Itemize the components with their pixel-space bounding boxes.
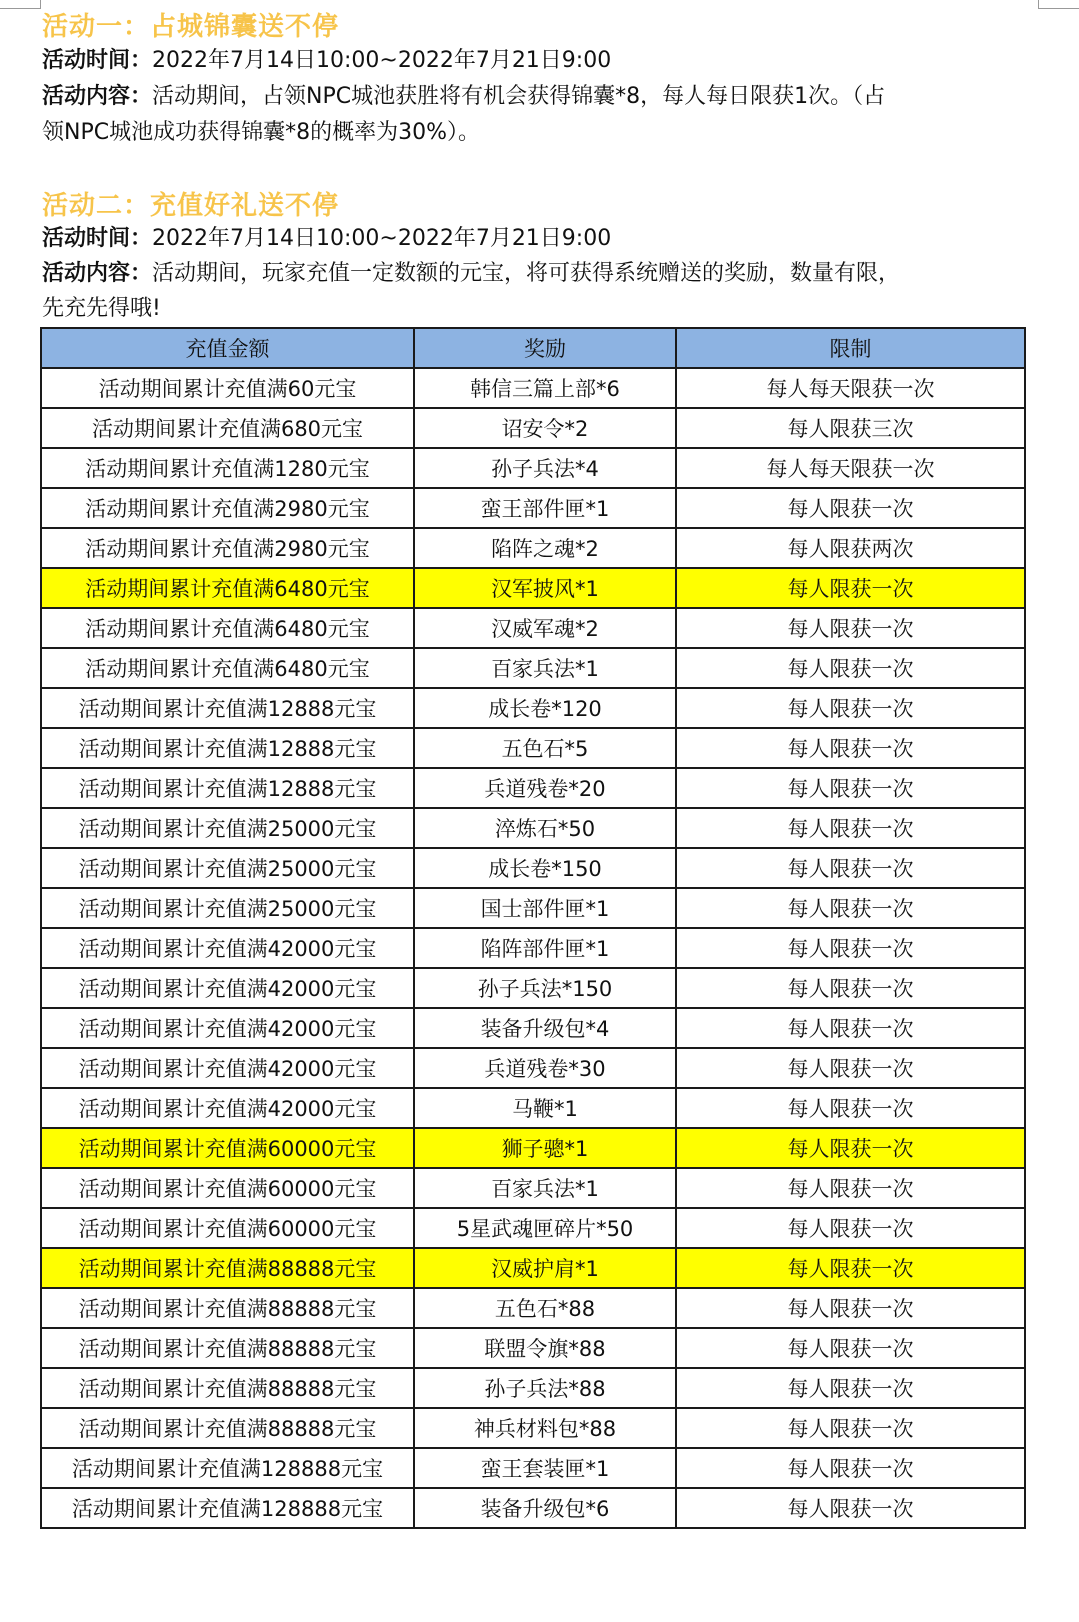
cell-reward: 5星武魂匣碎片*50: [414, 1208, 676, 1248]
cell-limit: 每人限获一次: [676, 728, 1025, 768]
cell-amount: 活动期间累计充值满42000元宝: [41, 968, 414, 1008]
table-row: [41, 1008, 1025, 1048]
cell-limit: 每人限获一次: [676, 568, 1025, 608]
cell-reward: 五色石*88: [414, 1288, 676, 1328]
table-row: [41, 688, 1025, 728]
cell-reward: 孙子兵法*4: [414, 448, 676, 488]
table-row: [41, 448, 1025, 488]
cell-amount: 活动期间累计充值满6480元宝: [41, 648, 414, 688]
cell-reward: 汉威护肩*1: [414, 1248, 676, 1288]
cell-limit: 每人限获一次: [676, 648, 1025, 688]
reward-table: [40, 327, 1026, 1529]
section1-content: [42, 79, 992, 115]
cell-limit: 每人限获一次: [676, 488, 1025, 528]
cell-limit: 每人限获一次: [676, 688, 1025, 728]
table-row: [41, 928, 1025, 968]
cell-amount: 活动期间累计充值满128888元宝: [41, 1488, 414, 1528]
cell-amount: 活动期间累计充值满42000元宝: [41, 1048, 414, 1088]
cell-limit: 每人限获一次: [676, 1248, 1025, 1288]
table-row: [41, 648, 1025, 688]
cell-limit: 每人限获一次: [676, 1488, 1025, 1528]
cell-limit: 每人限获一次: [676, 768, 1025, 808]
cell-reward: 陷阵部件匣*1: [414, 928, 676, 968]
header-limit: 限制: [676, 328, 1025, 368]
table-row: [41, 1288, 1025, 1328]
table-row: [41, 1168, 1025, 1208]
cell-reward: 汉军披风*1: [414, 568, 676, 608]
cell-reward: 狮子骢*1: [414, 1128, 676, 1168]
table-row: [41, 1208, 1025, 1248]
cell-reward: 装备升级包*6: [414, 1488, 676, 1528]
cell-amount: 活动期间累计充值满88888元宝: [41, 1328, 414, 1368]
cell-amount: 活动期间累计充值满12888元宝: [41, 688, 414, 728]
cell-amount: 活动期间累计充值满25000元宝: [41, 808, 414, 848]
table-row: [41, 408, 1025, 448]
section1-time: [42, 43, 992, 79]
cell-amount: 活动期间累计充值满42000元宝: [41, 1008, 414, 1048]
table-row: [41, 488, 1025, 528]
cell-amount: 活动期间累计充值满25000元宝: [41, 888, 414, 928]
cell-limit: 每人限获一次: [676, 888, 1025, 928]
table-row: [41, 728, 1025, 768]
cell-amount: 活动期间累计充值满60000元宝: [41, 1208, 414, 1248]
section1-content-cont: 领NPC城池成功获得锦囊*8的概率为30%）。: [42, 120, 480, 145]
cell-limit: 每人每天限获一次: [676, 448, 1025, 488]
cell-reward: 国士部件匣*1: [414, 888, 676, 928]
table-row: [41, 1448, 1025, 1488]
cell-reward: 百家兵法*1: [414, 1168, 676, 1208]
section1-time-label: 活动时间：: [42, 48, 153, 73]
table-row: [41, 888, 1025, 928]
cell-limit: 每人每天限获一次: [676, 368, 1025, 408]
cell-amount: 活动期间累计充值满88888元宝: [41, 1248, 414, 1288]
cell-reward: 淬炼石*50: [414, 808, 676, 848]
cell-limit: 每人限获一次: [676, 1128, 1025, 1168]
cell-amount: 活动期间累计充值满88888元宝: [41, 1368, 414, 1408]
cell-limit: 每人限获一次: [676, 1088, 1025, 1128]
table-row: [41, 1048, 1025, 1088]
table-row: [41, 808, 1025, 848]
cell-amount: 活动期间累计充值满2980元宝: [41, 488, 414, 528]
table-header-row: [41, 328, 1025, 368]
table-row: [41, 1088, 1025, 1128]
cell-reward: 装备升级包*4: [414, 1008, 676, 1048]
table-row: [41, 1248, 1025, 1288]
cell-reward: 马鞭*1: [414, 1088, 676, 1128]
section2-title: 活动二：充值好礼送不停: [42, 191, 340, 221]
cell-amount: 活动期间累计充值满88888元宝: [41, 1288, 414, 1328]
cell-limit: 每人限获一次: [676, 1408, 1025, 1448]
cell-amount: 活动期间累计充值满2980元宝: [41, 528, 414, 568]
cell-reward: 兵道残卷*30: [414, 1048, 676, 1088]
cell-amount: 活动期间累计充值满1280元宝: [41, 448, 414, 488]
section1-content-label: 活动内容：: [42, 84, 153, 109]
cell-amount: 活动期间累计充值满60000元宝: [41, 1168, 414, 1208]
cell-amount: 活动期间累计充值满12888元宝: [41, 768, 414, 808]
table-row: [41, 1328, 1025, 1368]
cell-reward: 神兵材料包*88: [414, 1408, 676, 1448]
cell-amount: 活动期间累计充值满42000元宝: [41, 1088, 414, 1128]
cell-limit: 每人限获一次: [676, 968, 1025, 1008]
table-row: [41, 1128, 1025, 1168]
table-body: [41, 368, 1025, 1528]
table-row: [41, 968, 1025, 1008]
cell-reward: 成长卷*120: [414, 688, 676, 728]
table-row: [41, 368, 1025, 408]
page-corner-mark-left: [0, 0, 41, 9]
cell-amount: 活动期间累计充值满88888元宝: [41, 1408, 414, 1448]
cell-amount: 活动期间累计充值满680元宝: [41, 408, 414, 448]
cell-reward: 孙子兵法*88: [414, 1368, 676, 1408]
cell-limit: 每人限获一次: [676, 1008, 1025, 1048]
cell-amount: 活动期间累计充值满12888元宝: [41, 728, 414, 768]
cell-reward: 韩信三篇上部*6: [414, 368, 676, 408]
cell-limit: 每人限获一次: [676, 1448, 1025, 1488]
cell-limit: 每人限获一次: [676, 1048, 1025, 1088]
cell-reward: 联盟令旗*88: [414, 1328, 676, 1368]
section2-content-label: 活动内容：: [42, 261, 153, 286]
cell-limit: 每人限获一次: [676, 1208, 1025, 1248]
page-corner-mark-right: [1038, 0, 1079, 9]
cell-amount: 活动期间累计充值满60元宝: [41, 368, 414, 408]
cell-reward: 陷阵之魂*2: [414, 528, 676, 568]
header-reward: 奖励: [414, 328, 676, 368]
cell-reward: 蛮王套装匣*1: [414, 1448, 676, 1488]
table-row: [41, 1488, 1025, 1528]
cell-reward: 蛮王部件匣*1: [414, 488, 676, 528]
table-row: [41, 1408, 1025, 1448]
section1-time-value: 2022年7月14日10:00~2022年7月21日9:00: [152, 48, 612, 73]
table-row: [41, 848, 1025, 888]
cell-limit: 每人限获一次: [676, 1328, 1025, 1368]
cell-amount: 活动期间累计充值满60000元宝: [41, 1128, 414, 1168]
section1-title: 活动一：占城锦囊送不停: [42, 12, 340, 42]
cell-limit: 每人限获一次: [676, 1288, 1025, 1328]
table-row: [41, 568, 1025, 608]
table-row: [41, 528, 1025, 568]
cell-limit: 每人限获一次: [676, 1368, 1025, 1408]
header-amount: 充值金额: [41, 328, 414, 368]
table-row: [41, 768, 1025, 808]
cell-amount: 活动期间累计充值满25000元宝: [41, 848, 414, 888]
cell-limit: 每人限获一次: [676, 608, 1025, 648]
section2-time: [42, 221, 992, 257]
section2-content-line1: 活动期间，玩家充值一定数额的元宝，将可获得系统赠送的奖励，数量有限，: [152, 261, 901, 286]
cell-limit: 每人限获三次: [676, 408, 1025, 448]
cell-limit: 每人限获一次: [676, 848, 1025, 888]
cell-reward: 成长卷*150: [414, 848, 676, 888]
section2-time-label: 活动时间：: [42, 226, 153, 251]
table-row: [41, 608, 1025, 648]
table-row: [41, 1368, 1025, 1408]
cell-reward: 五色石*5: [414, 728, 676, 768]
cell-amount: 活动期间累计充值满6480元宝: [41, 568, 414, 608]
section2-content: [42, 256, 992, 292]
cell-amount: 活动期间累计充值满128888元宝: [41, 1448, 414, 1488]
section2-time-value: 2022年7月14日10:00~2022年7月21日9:00: [152, 226, 612, 251]
cell-reward: 兵道残卷*20: [414, 768, 676, 808]
cell-amount: 活动期间累计充值满42000元宝: [41, 928, 414, 968]
cell-reward: 百家兵法*1: [414, 648, 676, 688]
cell-reward: 汉威军魂*2: [414, 608, 676, 648]
cell-reward: 诏安令*2: [414, 408, 676, 448]
cell-amount: 活动期间累计充值满6480元宝: [41, 608, 414, 648]
cell-limit: 每人限获两次: [676, 528, 1025, 568]
cell-limit: 每人限获一次: [676, 928, 1025, 968]
cell-limit: 每人限获一次: [676, 808, 1025, 848]
cell-reward: 孙子兵法*150: [414, 968, 676, 1008]
section1-content-line1: 活动期间，占领NPC城池获胜将有机会获得锦囊*8，每人每日限获1次。（占: [152, 84, 886, 109]
cell-limit: 每人限获一次: [676, 1168, 1025, 1208]
section2-content-cont: 先充先得哦!: [42, 296, 161, 321]
